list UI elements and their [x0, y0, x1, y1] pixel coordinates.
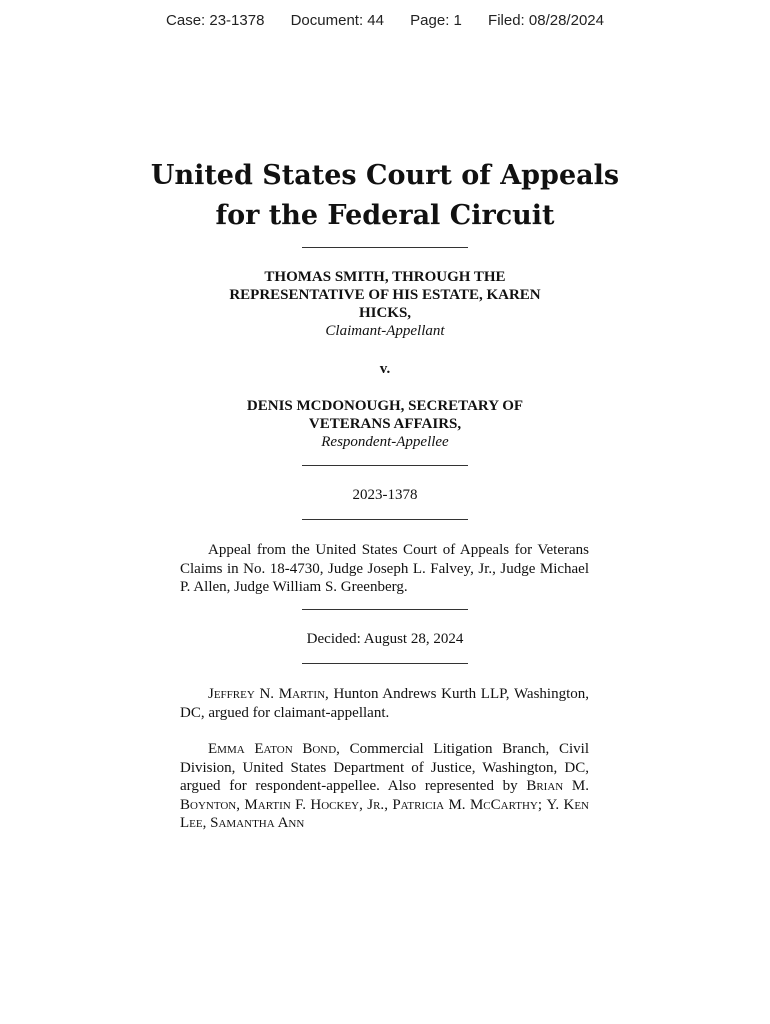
docket-number: 2023-1378 — [352, 487, 418, 503]
attorney-name: Brian M. Boynton — [180, 778, 589, 813]
divider — [302, 663, 468, 664]
appellee-role: Respondent-Appellee — [321, 434, 449, 450]
appellant-role: Claimant-Appellant — [325, 323, 445, 339]
attorney-name: Emma Eaton Bond — [208, 741, 337, 757]
appellant-line: REPRESENTATIVE OF HIS ESTATE, KAREN — [229, 287, 541, 303]
attorney-name: Samantha Ann — [210, 815, 305, 831]
attorney-name: Y. Ken Lee — [180, 796, 589, 831]
court-title-line1: United States Court of Appeals — [150, 160, 620, 191]
versus: v. — [379, 361, 391, 377]
appellant-line: HICKS, — [358, 305, 412, 321]
filing-header — [0, 12, 770, 29]
divider — [302, 609, 468, 610]
appellee-counsel-paragraph — [180, 740, 589, 833]
divider — [302, 519, 468, 520]
appellant-line: THOMAS SMITH, THROUGH THE — [264, 269, 506, 285]
divider — [302, 247, 468, 248]
court-title — [0, 156, 770, 236]
separator: , — [202, 815, 211, 831]
case-number: Case: 23-1378 — [166, 12, 265, 29]
counsel-text: , Hunton Andrews Kurth LLP, Washington, DC, argued for claimant-appellant. — [180, 686, 589, 721]
appellee-line: DENIS MCDONOUGH, SECRETARY OF — [246, 398, 524, 414]
attorney-name: Martin F. Hockey, Jr. — [244, 796, 385, 813]
separator: ; — [537, 796, 547, 813]
filed-date: Filed: 08/28/2024 — [488, 12, 604, 29]
decided-date: Decided: August 28, 2024 — [306, 631, 464, 647]
separator: , — [236, 796, 245, 813]
attorney-name: Jeffrey N. Martin — [208, 686, 326, 702]
counsel-text: , Commercial Litigation Branch, Civil Division, United States Department of Justice, Washington, DC, argued for respondent-appellee. Also represented by — [180, 741, 589, 794]
page-number: Page: 1 — [410, 12, 462, 29]
appellant-counsel-paragraph — [180, 685, 589, 722]
attorney-name: Patricia M. McCarthy — [392, 796, 538, 813]
appeal-paragraph: Appeal from the United States Court of Appeals for Veterans Claims in No. 18-4730, Judge Joseph L. Falvey, Jr., Judge Michael P. Allen, Judge William S. Greenberg. — [180, 542, 589, 595]
appellee-line: VETERANS AFFAIRS, — [308, 416, 462, 432]
divider — [302, 465, 468, 466]
separator: , — [384, 796, 393, 813]
appellant-caption — [180, 268, 590, 340]
document-number: Document: 44 — [290, 12, 384, 29]
court-title-line2: for the Federal Circuit — [215, 200, 555, 231]
appellee-caption — [180, 397, 590, 451]
